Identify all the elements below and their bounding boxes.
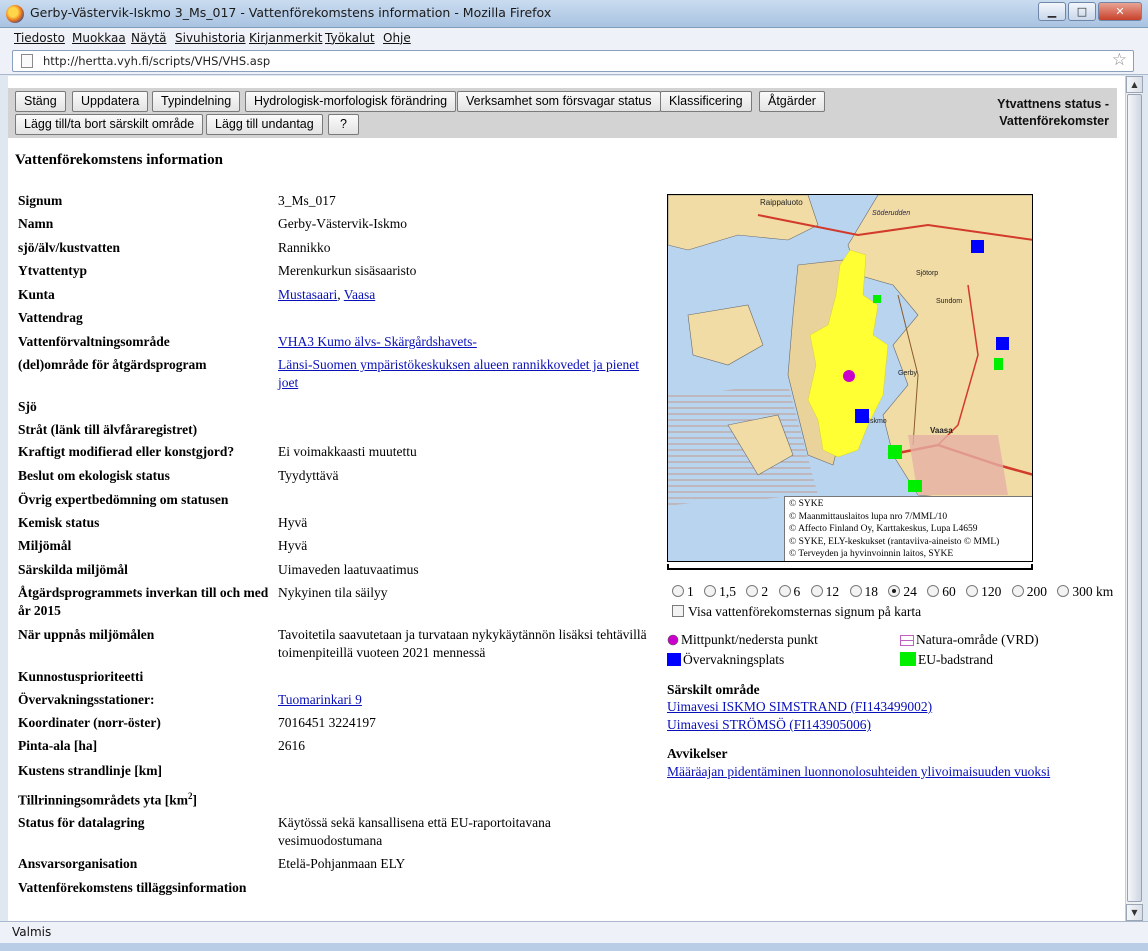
- municipality-link-mustasaari[interactable]: Mustasaari: [278, 287, 338, 302]
- map-place-label: Sundom: [936, 298, 963, 305]
- scale-option-label: 6: [793, 584, 801, 599]
- info-value: [278, 333, 648, 351]
- show-signum-checkbox[interactable]: [672, 605, 684, 617]
- scroll-up-icon[interactable]: ▲: [1126, 76, 1143, 93]
- info-label: Ansvarsorganisation: [18, 856, 138, 871]
- page-icon: [21, 54, 33, 68]
- map-credit-line: © Affecto Finland Oy, Karttakeskus, Lupa L4659: [789, 524, 978, 534]
- beach-legend-icon: [900, 652, 916, 666]
- toolbar-title: [959, 96, 1109, 130]
- legend-natura: [900, 632, 1039, 648]
- menu-view[interactable]: Näytä: [131, 31, 167, 45]
- window-title: Gerby-Västervik-Iskmo 3_Ms_017 - Vattenförekomstens information - Mozilla Firefox: [30, 5, 552, 20]
- legend-label: Mittpunkt/nedersta punkt: [681, 632, 818, 647]
- map-place-label: Gerby: [898, 370, 918, 377]
- info-label: Övrig expertbedömning om statusen: [18, 492, 229, 507]
- window-titlebar: [0, 0, 1148, 28]
- menu-bar: [0, 28, 1148, 48]
- help-button[interactable]: ?: [328, 114, 359, 135]
- link-separator: ,: [337, 287, 344, 302]
- toolbar-title-line2: Vattenförekomster: [999, 114, 1109, 128]
- menu-edit[interactable]: Muokkaa: [72, 31, 126, 45]
- deviation-link[interactable]: Määräajan pidentäminen luonnonolosuhteiden ylivoimaisuuden vuoksi: [667, 764, 1051, 779]
- weakening-activity-button[interactable]: Verksamhet som försvagar status: [457, 91, 661, 112]
- info-label: Status för datalagring: [18, 815, 145, 830]
- info-label: Kunnostusprioriteetti: [18, 669, 144, 684]
- toolbar-title-line1: Ytvattnens status -: [997, 97, 1109, 111]
- action-program-area-link[interactable]: Länsi-Suomen ympäristökeskuksen alueen rannikkovedet ja pienet joet: [278, 357, 640, 390]
- radio-button[interactable]: [850, 585, 862, 597]
- info-value: Hyvä: [278, 515, 308, 530]
- scale-option-label: 200: [1026, 584, 1047, 599]
- special-area-link[interactable]: Uimavesi ISKMO SIMSTRAND (FI143499002): [667, 699, 933, 714]
- map-place-label: Söderudden: [872, 210, 911, 217]
- catchment-label-superscript: 2: [188, 791, 193, 801]
- scale-option-24[interactable]: [888, 584, 917, 600]
- water-body-map[interactable]: [667, 194, 1033, 562]
- info-value: Ei voimakkaasti muutettu: [278, 444, 417, 459]
- radio-button[interactable]: [1012, 585, 1024, 597]
- info-value: Nykyinen tila säilyy: [278, 585, 388, 600]
- radio-button[interactable]: [927, 585, 939, 597]
- page-title: Vattenförekomstens information: [15, 152, 223, 168]
- map-scale-selector: [672, 584, 1120, 600]
- info-label: Namn: [18, 216, 54, 231]
- info-label: Åtgärdsprogrammets inverkan till och med år 2015: [18, 585, 269, 618]
- info-value: Merenkurkun sisäsaaristo: [278, 263, 417, 278]
- map-credit-line: © Maanmittauslaitos lupa nro 7/MML/10: [789, 511, 948, 522]
- info-label: Koordinater (norr-öster): [18, 715, 161, 730]
- municipality-link-vaasa[interactable]: Vaasa: [343, 287, 376, 302]
- eu-beach-marker: [873, 295, 881, 303]
- page-content: [8, 76, 1125, 921]
- type-classification-button[interactable]: Typindelning: [152, 91, 240, 112]
- legend-label: Övervakningsplats: [683, 652, 785, 667]
- info-label: Vattendrag: [18, 310, 83, 325]
- radio-button[interactable]: [811, 585, 823, 597]
- legend-midpoint: [667, 632, 818, 648]
- legend-monitoring: [667, 652, 784, 668]
- close-button[interactable]: Stäng: [15, 91, 66, 112]
- window-controls: [1038, 2, 1142, 21]
- deviations-heading: Avvikelser: [667, 746, 728, 761]
- monitoring-point: [971, 240, 984, 253]
- scale-option-1-5[interactable]: [704, 584, 736, 600]
- scale-option-120[interactable]: [966, 584, 1001, 600]
- info-label: [18, 788, 272, 809]
- status-bar: [0, 921, 1148, 943]
- info-label: Signum: [18, 193, 63, 208]
- water-body-midpoint: [843, 370, 855, 382]
- map-place-label: Raippaluoto: [760, 198, 803, 207]
- info-label: (del)område för åtgärdsprogram: [18, 357, 207, 372]
- radio-button[interactable]: [1057, 585, 1069, 597]
- info-value: Etelä-Pohjanmaan ELY: [278, 856, 406, 871]
- legend-label: Natura-område (VRD): [916, 632, 1039, 647]
- scale-option-6[interactable]: [779, 584, 801, 600]
- map-place-label: Iskmo: [868, 418, 887, 425]
- map-credits: [784, 496, 1033, 562]
- radio-button[interactable]: [672, 585, 684, 597]
- catchment-label-text: Tillrinningsområdets yta [km: [18, 792, 189, 808]
- bookmark-star-icon[interactable]: ☆: [1111, 50, 1127, 70]
- eu-beach-marker: [888, 445, 902, 459]
- vertical-scrollbar[interactable]: [1125, 76, 1142, 921]
- radio-button[interactable]: [746, 585, 758, 597]
- window-bottom-frame: [0, 943, 1148, 951]
- info-label: Kustens strandlinje [km]: [18, 763, 163, 778]
- measures-button[interactable]: Åtgärder: [759, 91, 825, 112]
- info-value: Tavoitetila saavutetaan ja turvataan nykykäytännön lisäksi tehtävillä toimenpiteillä vuoteen 2021 mennessä: [278, 627, 647, 660]
- navigation-bar: [0, 48, 1148, 75]
- info-value: 3_Ms_017: [278, 193, 336, 208]
- scale-option-label: 1: [687, 584, 694, 599]
- info-label: Ytvattentyp: [18, 263, 87, 278]
- info-value: Uimaveden laatuvaatimus: [278, 562, 419, 577]
- menu-bookmarks[interactable]: Kirjanmerkit: [249, 31, 323, 45]
- eu-beach-marker: [908, 480, 922, 492]
- monitoring-point: [855, 409, 869, 423]
- monitoring-point: [996, 337, 1009, 350]
- info-value: Tyydyttävä: [278, 468, 339, 483]
- scale-option-label: 2: [761, 584, 769, 599]
- scroll-down-icon[interactable]: ▼: [1126, 904, 1143, 921]
- info-label: Vattenförekomstens tilläggsinformation: [18, 880, 247, 895]
- map-credit-line: © SYKE: [789, 499, 824, 509]
- special-area-link[interactable]: Uimavesi STRÖMSÖ (FI143905006): [667, 717, 872, 732]
- radio-button[interactable]: [779, 585, 791, 597]
- map-legend: [667, 632, 1117, 672]
- scale-option-1[interactable]: [672, 584, 694, 600]
- address-bar[interactable]: [12, 50, 1134, 72]
- info-value: [278, 691, 648, 709]
- firefox-icon: [6, 5, 24, 23]
- close-window-button[interactable]: ✕: [1098, 2, 1142, 21]
- maximize-button[interactable]: □: [1068, 2, 1096, 21]
- natura-legend-icon: [900, 634, 914, 646]
- info-label: Kraftigt modifierad eller konstgjord?: [18, 444, 235, 459]
- info-label: Särskilda miljömål: [18, 562, 128, 577]
- radio-button[interactable]: [966, 585, 978, 597]
- action-toolbar: [8, 88, 1117, 138]
- eu-beach-marker: [994, 358, 1003, 370]
- special-area-button[interactable]: Lägg till/ta bort särskilt område: [15, 114, 203, 135]
- map-place-label: Vaasa: [930, 426, 953, 435]
- map-scale-bar: [667, 564, 1033, 570]
- info-label: Beslut om ekologisk status: [18, 468, 170, 483]
- midpoint-legend-icon: [667, 634, 679, 646]
- scale-option-label: 24: [903, 584, 917, 599]
- radio-button-selected[interactable]: [888, 585, 900, 597]
- info-label: Stråt (länk till älvfåraregistret): [18, 422, 198, 437]
- info-value: Rannikko: [278, 240, 331, 255]
- info-label: Pinta-ala [ha]: [18, 738, 98, 753]
- urban-area-vaasa: [908, 435, 1008, 495]
- menu-history[interactable]: Sivuhistoria: [175, 31, 246, 45]
- info-value: [278, 356, 648, 391]
- info-label: Kemisk status: [18, 515, 100, 530]
- map-credit-line: © SYKE, ELY-keskukset (rantaviiva-aineisto © MML): [789, 536, 1000, 547]
- info-label: Sjö: [18, 399, 37, 414]
- menu-help[interactable]: Ohje: [383, 31, 411, 45]
- scale-option-300[interactable]: [1057, 584, 1113, 600]
- info-label: Miljömål: [18, 538, 72, 553]
- water-management-area-link[interactable]: VHA3 Kumo älvs- Skärgårdshavets-: [278, 334, 477, 349]
- status-text: Valmis: [12, 925, 52, 939]
- legend-label: EU-badstrand: [918, 652, 993, 667]
- scale-option-60[interactable]: [927, 584, 956, 600]
- info-value: Käytössä sekä kansallisena että EU-raportoitavana vesimuodostumana: [278, 815, 551, 848]
- info-label: När uppnås miljömålen: [18, 627, 155, 642]
- radio-button[interactable]: [704, 585, 716, 597]
- scale-option-label: 1,5: [719, 584, 736, 599]
- minimize-button[interactable]: ▁: [1038, 2, 1066, 21]
- show-signum-label: Visa vattenförekomsternas signum på karta: [688, 604, 922, 619]
- info-value: [278, 286, 648, 304]
- show-signum-checkbox-row[interactable]: [672, 604, 921, 620]
- info-label: sjö/älv/kustvatten: [18, 240, 121, 255]
- scale-option-label: 12: [825, 584, 840, 599]
- scale-option-200[interactable]: [1012, 584, 1047, 600]
- scale-option-label: 120: [981, 584, 1002, 599]
- scrollbar-thumb[interactable]: [1127, 94, 1142, 902]
- info-value: 2616: [278, 738, 305, 753]
- info-label: Kunta: [18, 287, 55, 302]
- info-value: Hyvä: [278, 538, 308, 553]
- update-button[interactable]: Uppdatera: [72, 91, 148, 112]
- catchment-label-end: ]: [192, 792, 198, 808]
- monitoring-station-link[interactable]: Tuomarinkari 9: [278, 692, 362, 707]
- map-credit-line: © Terveyden ja hyvinvoinnin laitos, SYKE: [789, 549, 954, 559]
- monitoring-legend-icon: [667, 653, 681, 666]
- scale-option-18[interactable]: [850, 584, 879, 600]
- classification-button[interactable]: Klassificering: [660, 91, 752, 112]
- info-value: Gerby-Västervik-Iskmo: [278, 216, 407, 231]
- scale-option-label: 18: [864, 584, 878, 599]
- info-label: Övervakningsstationer:: [18, 692, 155, 707]
- info-value: 7016451 3224197: [278, 715, 376, 730]
- info-label: Vattenförvaltningsområde: [18, 334, 170, 349]
- add-exception-button[interactable]: Lägg till undantag: [206, 114, 323, 135]
- legend-beach: [900, 652, 993, 668]
- scale-option-label: 300 km: [1072, 584, 1114, 599]
- address-url[interactable]: http://hertta.vyh.fi/scripts/VHS/VHS.asp: [43, 54, 271, 68]
- menu-file[interactable]: Tiedosto: [14, 31, 65, 45]
- scale-option-2[interactable]: [746, 584, 768, 600]
- hydromorphological-change-button[interactable]: Hydrologisk-morfologisk förändring: [245, 91, 456, 112]
- map-place-label: Sjötorp: [916, 270, 939, 277]
- scale-option-12[interactable]: [811, 584, 840, 600]
- special-area-heading: Särskilt område: [667, 682, 760, 697]
- menu-tools[interactable]: Työkalut: [325, 31, 375, 45]
- scale-option-label: 60: [942, 584, 956, 599]
